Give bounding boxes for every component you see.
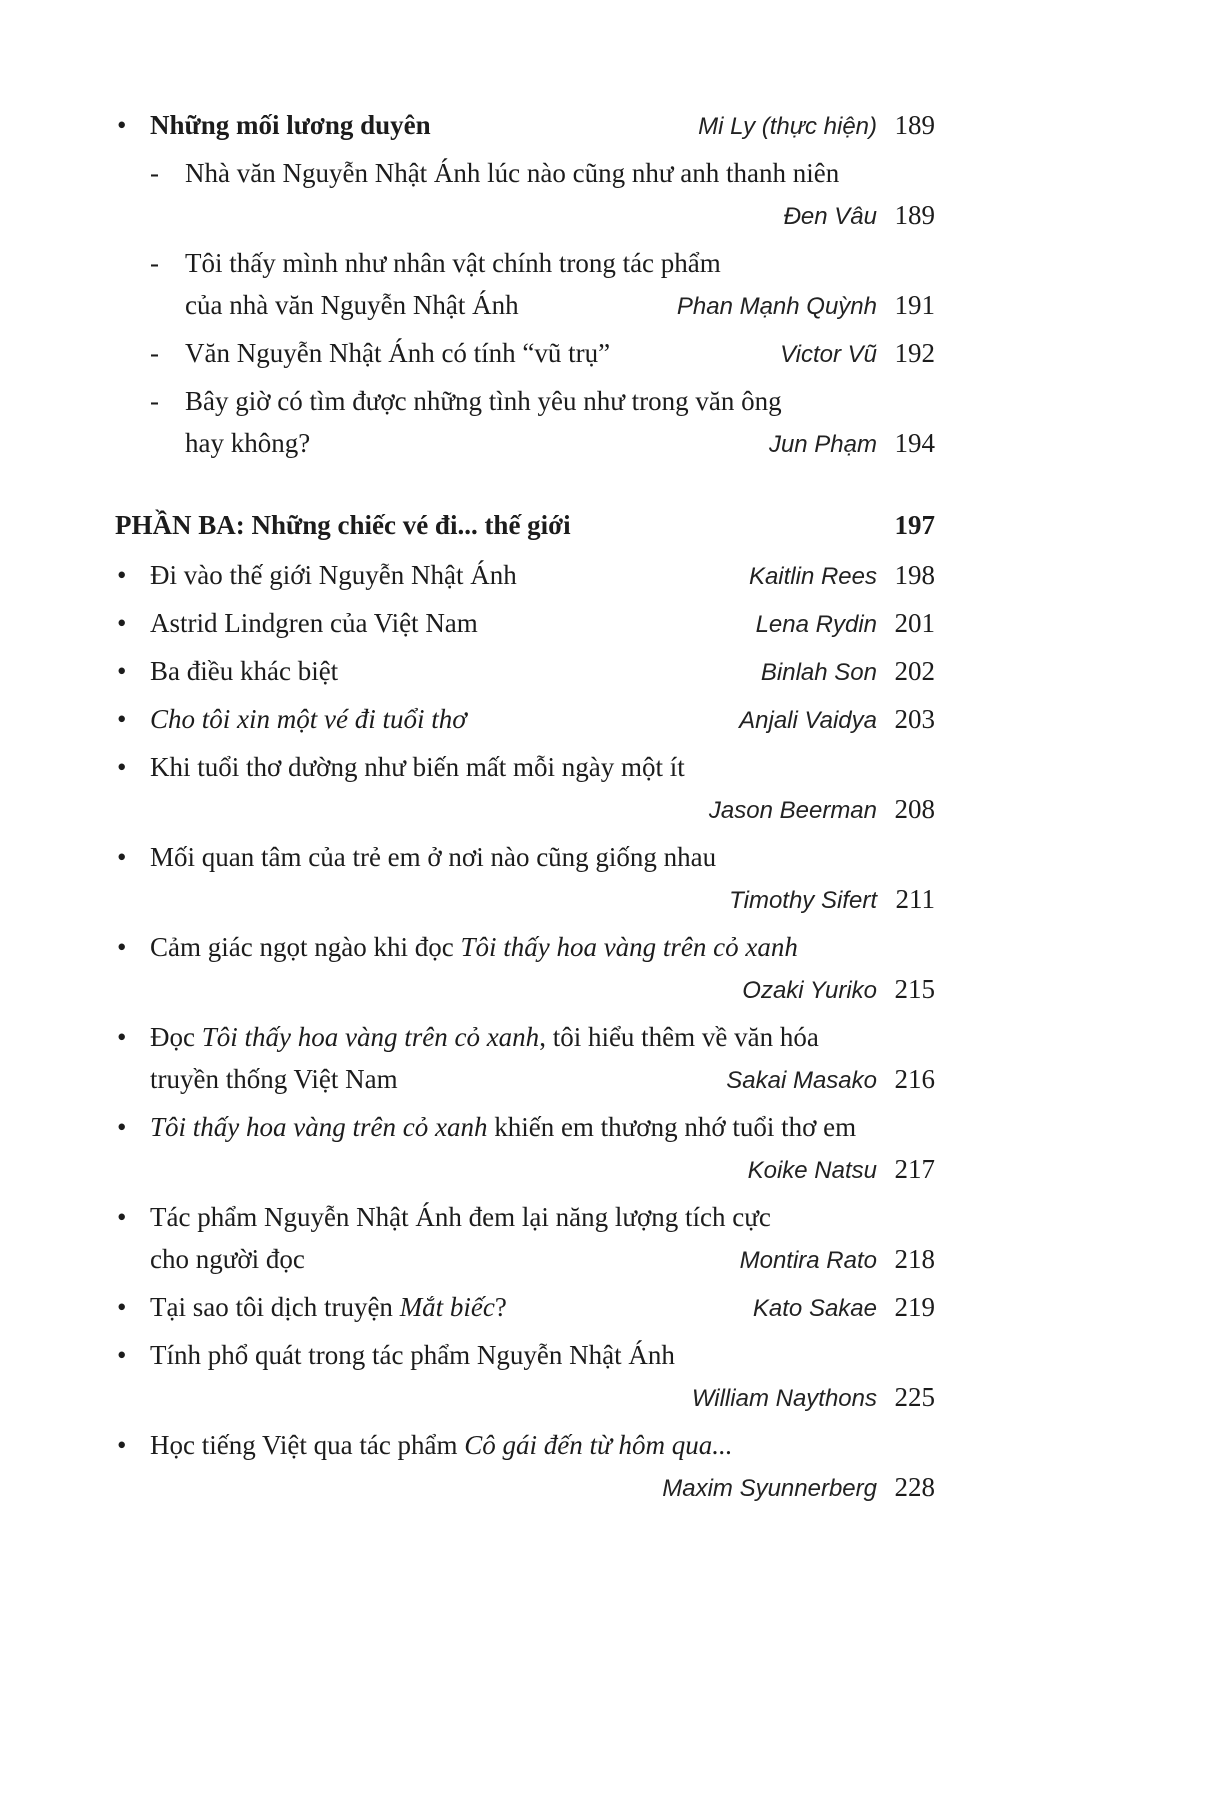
toc-row [115, 926, 935, 968]
toc-row [115, 1016, 935, 1058]
entry-page-number: 201 [894, 608, 935, 638]
toc-row [115, 788, 935, 832]
entry-author: Victor Vũ [780, 341, 877, 368]
entry-page-number: 211 [895, 884, 935, 914]
toc-entry [115, 836, 935, 922]
toc-entry [115, 1286, 935, 1330]
toc-row [115, 1238, 935, 1282]
bullet-marker: • [117, 656, 127, 686]
entry-title [150, 926, 935, 968]
title-segment: Astrid Lindgren của Việt Nam [150, 608, 478, 638]
entry-title [150, 1196, 935, 1238]
entry-title [185, 422, 747, 464]
entry-title [150, 1016, 935, 1058]
toc-row [148, 242, 935, 284]
entry-page-number: 192 [894, 338, 935, 368]
toc-row [115, 104, 935, 148]
title-segment: Mối quan tâm của trẻ em ở nơi nào cũng giống nhau [150, 842, 717, 872]
toc-row [115, 1058, 935, 1102]
entry-page-number: 203 [894, 704, 935, 734]
entry-author: Kaitlin Rees [748, 563, 877, 590]
entry-author: Timothy Sifert [729, 887, 877, 914]
toc-entry [115, 1106, 935, 1192]
title-segment: Cho tôi xin một vé đi tuổi thơ [150, 704, 467, 734]
title-segment: Mắt biếc [399, 1292, 495, 1322]
toc-row [115, 1106, 935, 1148]
title-segment: hay không? [185, 428, 311, 458]
entry-title [150, 1334, 935, 1376]
entry-title [150, 1058, 704, 1100]
bullet-marker: • [117, 1340, 127, 1370]
toc-row [115, 504, 935, 546]
toc-row [115, 1334, 935, 1376]
entry-page-number: 194 [894, 428, 935, 458]
entry-author: Phan Mạnh Quỳnh [676, 293, 877, 320]
title-segment: Tính phổ quát trong tác phẩm Nguyễn Nhật Ánh [150, 1340, 675, 1370]
entry-title [115, 504, 877, 546]
title-segment: Tôi thấy mình như nhân vật chính trong tác phẩm [185, 248, 721, 278]
entry-title [185, 332, 758, 374]
title-segment: Đọc [150, 1022, 202, 1052]
entry-title [150, 698, 717, 740]
toc-entry [115, 698, 935, 742]
toc-entry [115, 104, 935, 148]
toc-row [148, 152, 935, 194]
toc-list [115, 104, 935, 1510]
toc-row [148, 332, 935, 376]
toc-row [148, 422, 935, 466]
entry-title [150, 602, 734, 644]
entry-page-number: 189 [894, 200, 935, 230]
toc-row [148, 284, 935, 328]
toc-row [115, 968, 935, 1012]
dash-marker: - [150, 338, 159, 368]
title-segment: Ba điều khác biệt [150, 656, 339, 686]
entry-author: Maxim Syunnerberg [662, 1475, 877, 1502]
toc-entry [115, 152, 935, 238]
entry-title [185, 242, 935, 284]
title-segment: Cảm giác ngọt ngào khi đọc [150, 932, 461, 962]
toc-row [148, 194, 935, 238]
dash-marker: - [150, 386, 159, 416]
bullet-marker: • [117, 608, 127, 638]
entry-page-number: 208 [894, 794, 935, 824]
entry-page-number: 191 [894, 290, 935, 320]
toc-row [115, 1466, 935, 1510]
entry-author: Lena Rydin [755, 611, 877, 638]
bullet-marker: • [117, 842, 127, 872]
bullet-marker: • [117, 1430, 127, 1460]
bullet-marker: • [117, 1112, 127, 1142]
entry-author: Sakai Masako [726, 1067, 877, 1094]
entry-author: Binlah Son [760, 659, 877, 686]
bullet-marker: • [117, 560, 127, 590]
title-segment: Khi tuổi thơ dường như biến mất mỗi ngày một ít [150, 752, 685, 782]
toc-entry [115, 380, 935, 466]
title-segment: , tôi hiểu thêm về văn hóa [539, 1022, 819, 1052]
title-segment: Tác phẩm Nguyễn Nhật Ánh đem lại năng lượng tích cực [150, 1202, 771, 1232]
title-segment: Văn Nguyễn Nhật Ánh có tính “vũ trụ” [185, 338, 611, 368]
toc-entry [115, 1016, 935, 1102]
bullet-marker: • [117, 1022, 127, 1052]
toc-row [115, 602, 935, 646]
bullet-marker: • [117, 752, 127, 782]
entry-author: Jason Beerman [708, 797, 877, 824]
title-segment: Cô gái đến từ hôm qua... [464, 1430, 733, 1460]
toc-entry [115, 650, 935, 694]
toc-row [115, 1148, 935, 1192]
title-segment: PHẦN BA: Những chiếc vé đi... thế giới [115, 510, 571, 540]
entry-page-number: 197 [894, 510, 935, 540]
toc-row [115, 650, 935, 694]
bullet-marker: • [117, 110, 127, 140]
toc-row [115, 1286, 935, 1330]
entry-page-number: 228 [894, 1472, 935, 1502]
title-segment: truyền thống Việt Nam [150, 1064, 398, 1094]
toc-entry [115, 602, 935, 646]
entry-title [150, 104, 676, 146]
entry-page-number: 219 [894, 1292, 935, 1322]
title-segment: Tại sao tôi dịch truyện [150, 1292, 400, 1322]
toc-row [148, 380, 935, 422]
entry-title [150, 1286, 731, 1328]
title-segment: khiến em thương nhớ tuổi thơ em [487, 1112, 857, 1142]
dash-marker: - [150, 248, 159, 278]
title-segment: Tôi thấy hoa vàng trên cỏ xanh [150, 1112, 488, 1142]
entry-author: William Naythons [691, 1385, 877, 1412]
toc-row [115, 836, 935, 878]
entry-title [150, 836, 935, 878]
toc-row [115, 1424, 935, 1466]
entry-page-number: 218 [894, 1244, 935, 1274]
entry-title [150, 554, 727, 596]
bullet-marker: • [117, 1202, 127, 1232]
entry-title [150, 1106, 935, 1148]
entry-title [150, 1424, 935, 1466]
title-segment: Những mối lương duyên [150, 110, 431, 140]
toc-row [115, 746, 935, 788]
title-segment: Tôi thấy hoa vàng trên cỏ xanh [460, 932, 798, 962]
entry-title [185, 380, 935, 422]
entry-author: Đen Vâu [783, 203, 877, 230]
entry-author: Anjali Vaidya [739, 707, 877, 734]
toc-section-header [115, 504, 935, 546]
entry-title [185, 284, 655, 326]
entry-title [150, 650, 739, 692]
title-segment: của nhà văn Nguyễn Nhật Ánh [185, 290, 519, 320]
entry-author: Koike Natsu [747, 1157, 877, 1184]
bullet-marker: • [117, 704, 127, 734]
toc-row [115, 1376, 935, 1420]
title-segment: Nhà văn Nguyễn Nhật Ánh lúc nào cũng như anh thanh niên [185, 158, 840, 188]
toc-entry [115, 1334, 935, 1420]
title-segment: Tôi thấy hoa vàng trên cỏ xanh [201, 1022, 540, 1052]
entry-author: Mi Ly (thực hiện) [698, 113, 877, 140]
entry-page-number: 225 [894, 1382, 935, 1412]
toc-row [115, 554, 935, 598]
entry-author: Ozaki Yuriko [742, 977, 877, 1004]
entry-page-number: 216 [894, 1064, 935, 1094]
title-segment: Bây giờ có tìm được những tình yêu như trong văn ông [185, 386, 782, 416]
toc-entry [115, 242, 935, 328]
title-segment: Đi vào thế giới Nguyễn Nhật Ánh [150, 560, 517, 590]
toc-entry [115, 1196, 935, 1282]
toc-entry [115, 746, 935, 832]
toc-entry [115, 926, 935, 1012]
toc-entry [115, 1424, 935, 1510]
toc-entry [115, 554, 935, 598]
entry-page-number: 217 [894, 1154, 935, 1184]
entry-page-number: 202 [894, 656, 935, 686]
toc-row [115, 878, 935, 922]
entry-page-number: 215 [894, 974, 935, 1004]
bullet-marker: • [117, 932, 127, 962]
toc-row [115, 1196, 935, 1238]
title-segment: cho người đọc [150, 1244, 305, 1274]
entry-page-number: 189 [894, 110, 935, 140]
toc-row [115, 698, 935, 742]
entry-title [150, 1238, 718, 1280]
entry-author: Kato Sakae [752, 1295, 877, 1322]
bullet-marker: • [117, 1292, 127, 1322]
entry-title [150, 746, 935, 788]
entry-title [185, 152, 935, 194]
dash-marker: - [150, 158, 159, 188]
entry-author: Jun Phạm [768, 431, 877, 458]
title-segment: Học tiếng Việt qua tác phẩm [150, 1430, 465, 1460]
toc-entry [115, 332, 935, 376]
entry-author: Montira Rato [739, 1247, 877, 1274]
entry-page-number: 198 [894, 560, 935, 590]
title-segment: ? [494, 1292, 507, 1322]
